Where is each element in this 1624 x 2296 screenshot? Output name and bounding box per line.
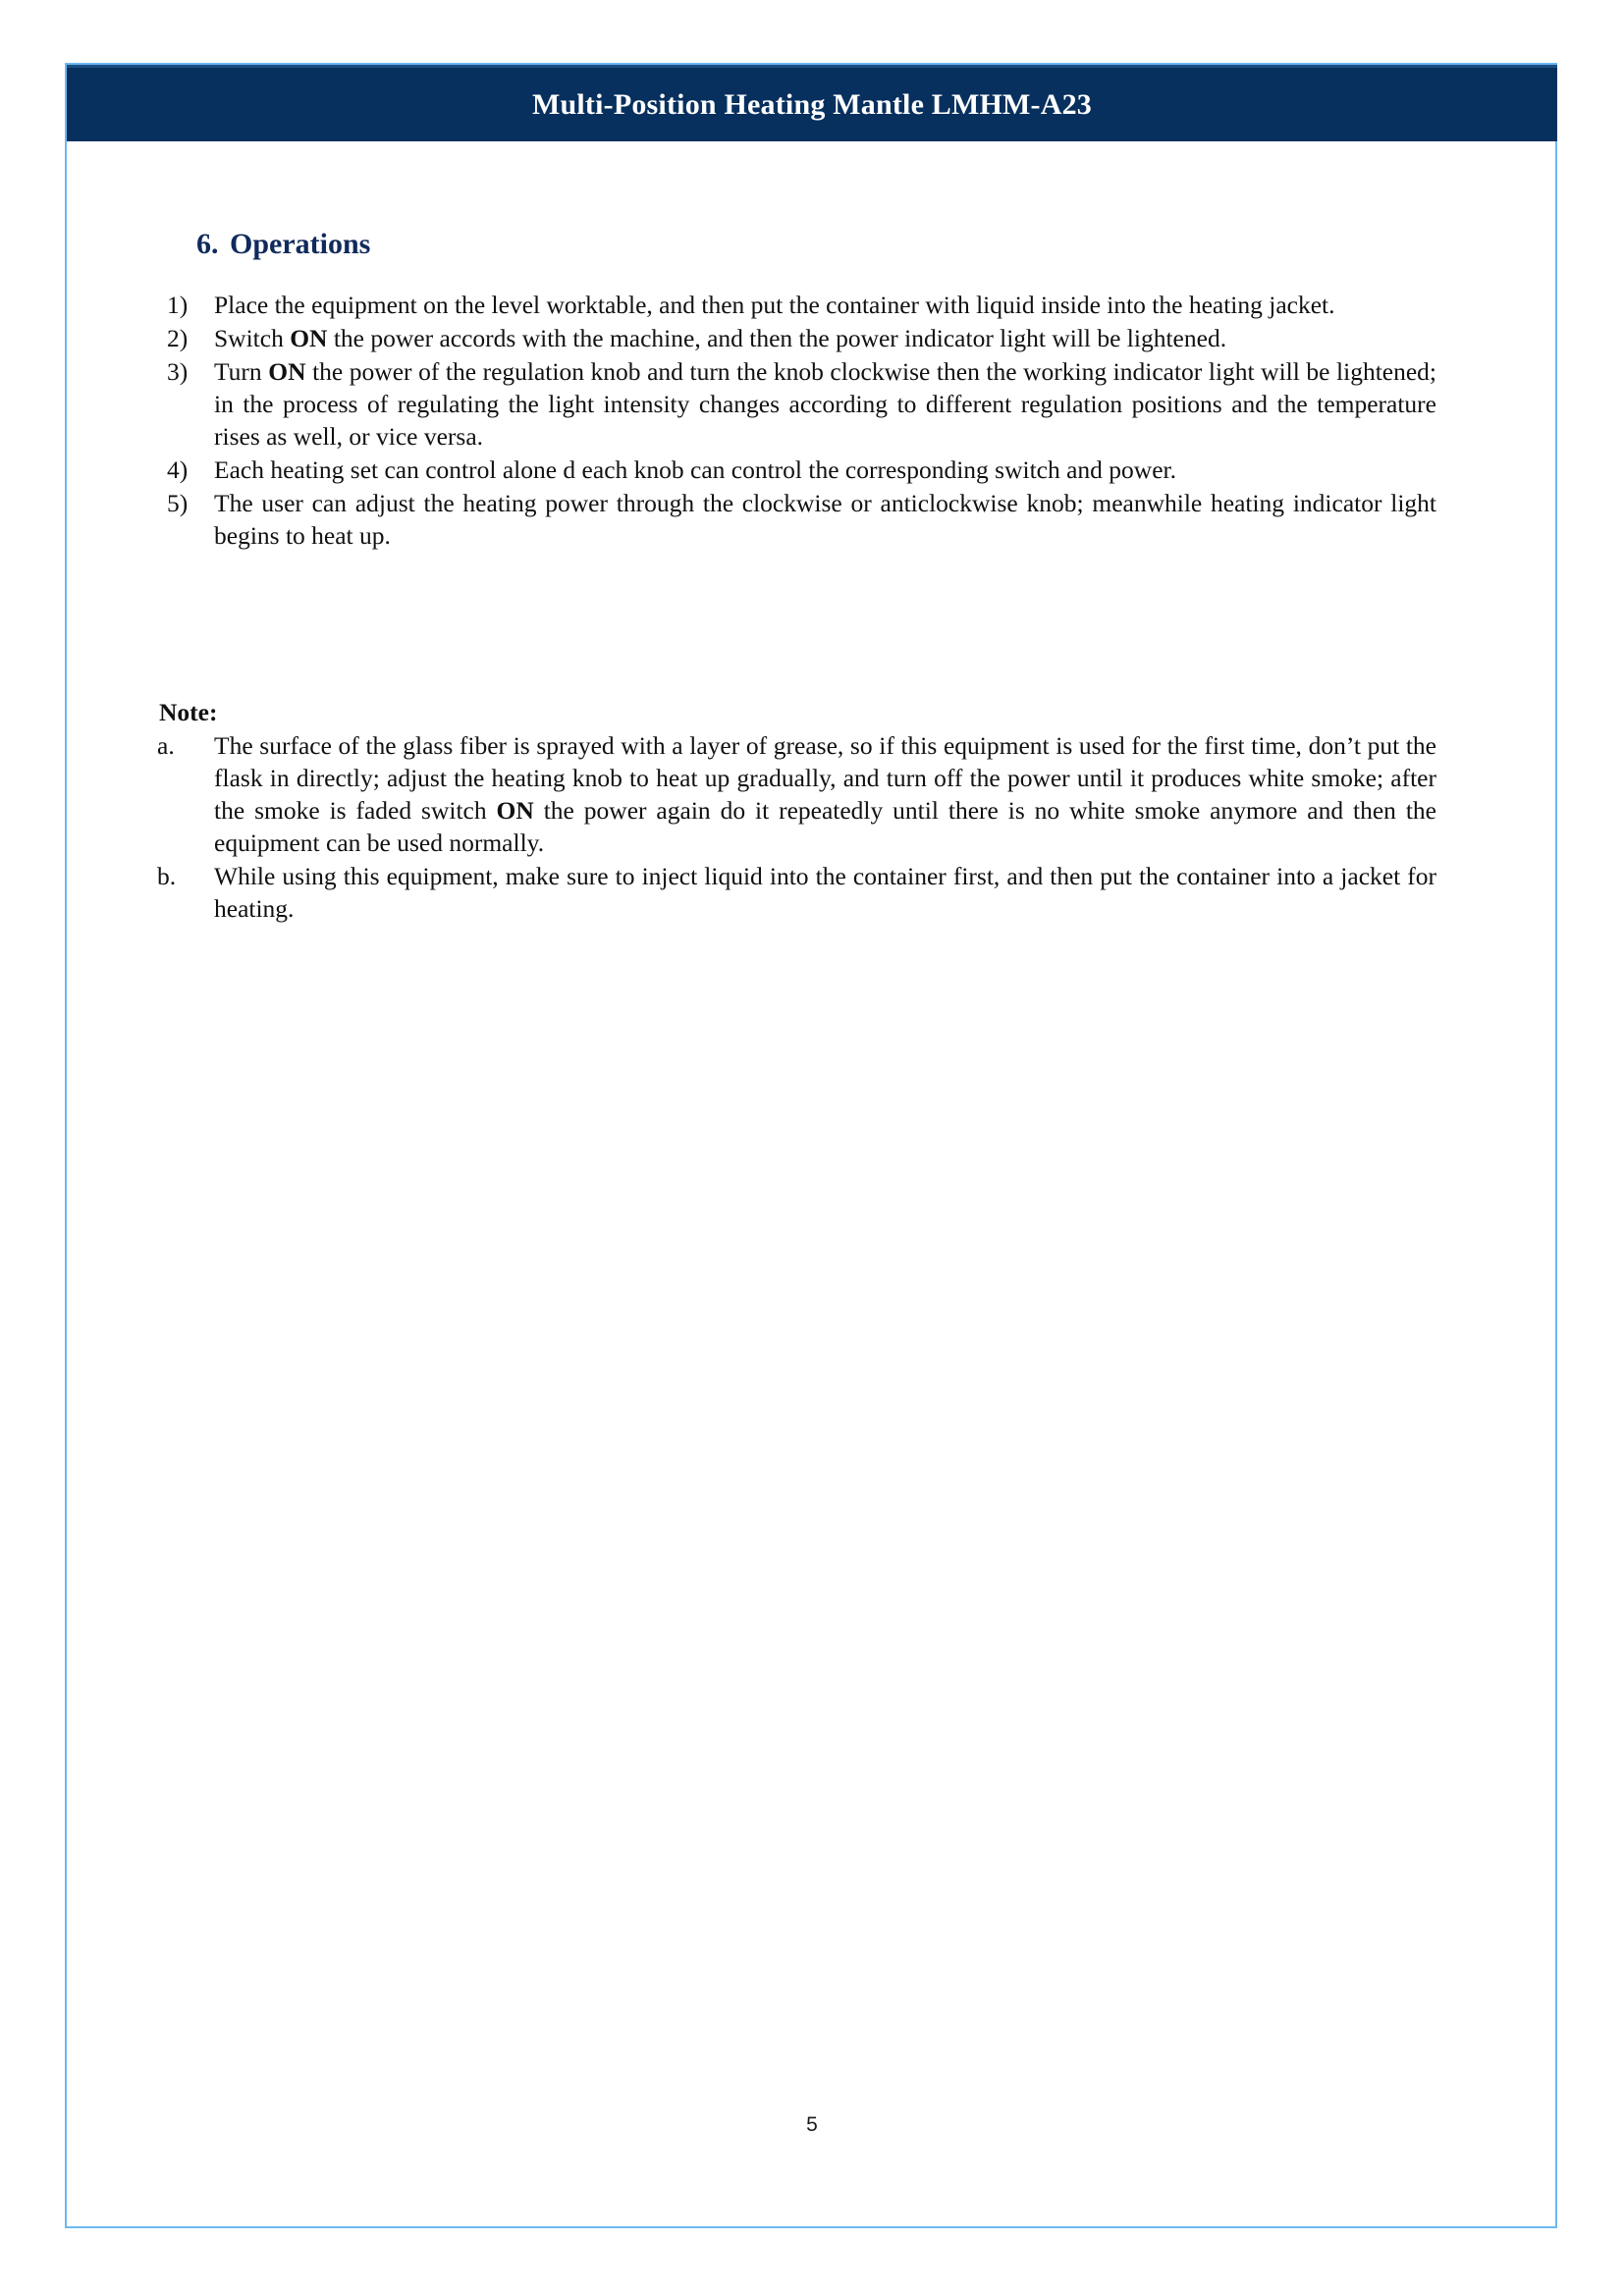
- section-title: Operations: [230, 228, 371, 260]
- operations-step-text: [214, 487, 1436, 552]
- emphasis-text: ON: [268, 357, 306, 386]
- operations-step-marker: 1): [167, 291, 189, 319]
- operations-step-marker: 3): [167, 357, 189, 386]
- operations-step-text: [214, 454, 1436, 486]
- note-item-marker: a.: [157, 731, 175, 760]
- body-text: Turn: [214, 357, 269, 386]
- body-text: the power again do it repeatedly until there is no white smoke anymore and then the equipment can be used normally.: [214, 796, 1436, 857]
- body-text: The user can adjust the heating power through the clockwise or anticlockwise knob; meanwhile heating indicator light begins to heat up.: [214, 489, 1436, 550]
- operations-step-marker: 4): [167, 455, 189, 484]
- operations-step: [165, 289, 1436, 321]
- note-item: [155, 860, 1436, 925]
- emphasis-text: ON: [290, 324, 328, 352]
- section-number: 6.: [196, 228, 219, 260]
- operations-step: [165, 355, 1436, 453]
- operations-step-text: [214, 322, 1436, 354]
- body-text: Switch: [214, 324, 291, 352]
- body-text: The surface of the glass fiber is sprayed with a layer of grease, so if this equipment is used for the first time, don’t put the flask in directly; adjust the heating knob to heat up gradually, and turn off the power until it produces white smoke; after the smoke is faded switch: [214, 731, 1436, 825]
- operations-step: [165, 322, 1436, 354]
- body-text: the power accords with the machine, and then the power indicator light will be lightened.: [327, 324, 1227, 352]
- page-content: [67, 141, 1557, 2228]
- operations-step: [165, 487, 1436, 552]
- note-item-text: [214, 860, 1436, 925]
- body-text: Each heating set can control alone d each knob can control the corresponding switch and power.: [214, 455, 1176, 484]
- page-number: 5: [806, 2113, 818, 2136]
- operations-step-text: [214, 289, 1436, 321]
- note-item-text: [214, 729, 1436, 859]
- note-label: Note:: [159, 698, 218, 726]
- section-heading: [196, 228, 370, 261]
- note-item: [155, 729, 1436, 859]
- body-text: Place the equipment on the level worktable, and then put the container with liquid inside into the heating jacket.: [214, 291, 1335, 319]
- document-title: Multi-Position Heating Mantle LMHM-A23: [531, 87, 1093, 121]
- operations-step-text: [214, 355, 1436, 453]
- operations-step-marker: 5): [167, 489, 189, 517]
- note-section: [155, 696, 1436, 926]
- emphasis-text: ON: [496, 796, 534, 825]
- body-text: the power of the regulation knob and turn the knob clockwise then the working indicator light will be lightened; in the process of regulating the light intensity changes according to different regulation positions and the temperature rises as well, or vice versa.: [214, 357, 1437, 451]
- note-item-marker: b.: [157, 862, 177, 890]
- note-item-list: [155, 729, 1436, 925]
- operations-step-list: [165, 289, 1436, 553]
- operations-step-marker: 2): [167, 324, 189, 352]
- operations-step: [165, 454, 1436, 486]
- document-header-banner: [67, 65, 1557, 141]
- body-text: While using this equipment, make sure to inject liquid into the container first, and then put the container into a jacket for heating.: [214, 862, 1436, 923]
